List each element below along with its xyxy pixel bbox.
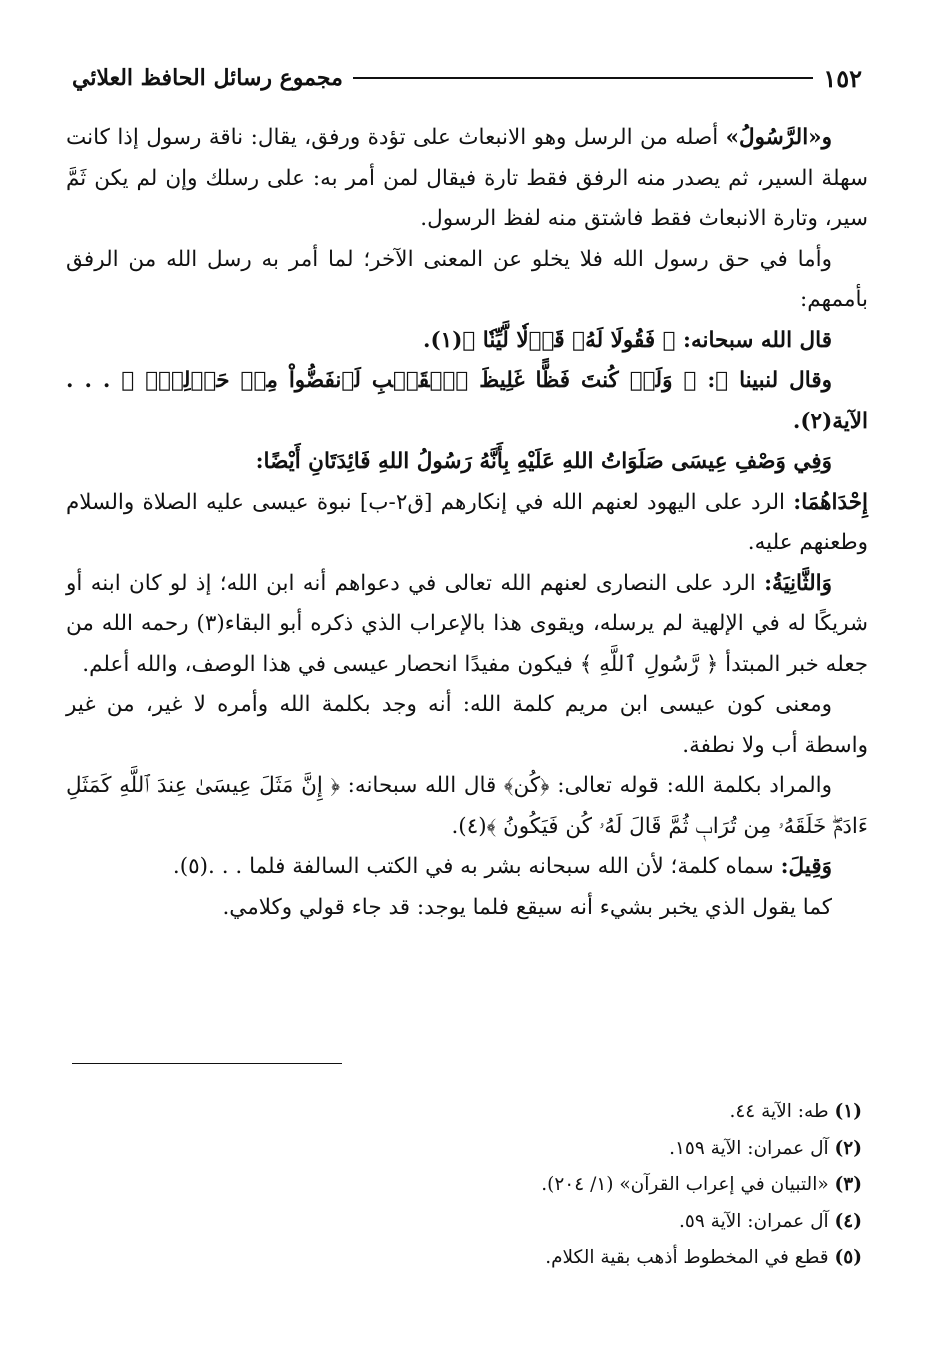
footnote-number: (٣) (834, 1174, 862, 1195)
paragraph-lead: وقال لنبينا ﷺ: (707, 368, 832, 393)
paragraph-lead: وَقِيلَ: (780, 854, 832, 879)
paragraph-lead: وَفِي وَصْفِ عِيسَى صَلَوَاتُ اللهِ عَلَيْهِ بِأَنَّهُ رَسُولُ اللهِ فَائِدَتَانِ أَيْضًا: (255, 449, 832, 474)
paragraph-body: سماه كلمة؛ لأن الله سبحانه بشر به في الكتب السالفة فلما . . .(٥). (172, 854, 781, 879)
paragraph-quote-1 (66, 321, 868, 362)
running-title: مجموع رسائل الحافظ العلائي (72, 65, 343, 91)
paragraph-lead: و«الرَّسُولُ» (725, 125, 832, 150)
paragraph-quote-2 (66, 361, 868, 442)
footnote (72, 1204, 862, 1241)
paragraph-two-benefits (66, 442, 868, 483)
paragraph-body: الرد على النصارى لعنهم الله تعالى في دعواهم أنه ابن الله؛ إذ لو كان ابنه أو شريكًا له في الإلهية لم يرسله، ويقوى هذا بالإعراب الذي ذكره أبو البقاء(٣) رحمه الله من جعله خبر المبتدأ ﴿ رَّسُولِ ٱللَّهِ ﴾ فيكون مفيدًا انحصار عيسى في هذا الوصف، والله أعلم. (66, 570, 869, 677)
paragraph-body: أصله من الرسل وهو الانبعاث على تؤدة ورفق، يقال: ناقة رسول إذا كانت سهلة السير، ثم يصدر منه الرفق فقط تارة فيقال لمن أمر به: على رسلك وإن لم يكن ثَمَّ سير، وتارة الانبعاث فقط فاشتق منه لفظ الرسول. (66, 125, 868, 231)
footnote-text: «التبيان في إعراب القرآن» (١/ ٢٠٤). (541, 1174, 835, 1195)
footnote (72, 1167, 862, 1204)
paragraph-kalimat-allah (66, 685, 868, 766)
footnote-text: آل عمران: الآية ١٥٩. (669, 1137, 835, 1159)
paragraph-rifq (66, 240, 868, 321)
footnote-text: طه: الآية ٤٤. (729, 1101, 835, 1122)
footnote-number: (٥) (834, 1247, 862, 1268)
footnote-number: (١) (834, 1101, 862, 1122)
paragraph-lead: وَالثَّانِيَةُ: (764, 570, 832, 596)
footnote (72, 1240, 862, 1277)
paragraph-lead: إِحْدَاهُمَا: (793, 489, 868, 515)
quran-verse: ﴿ وَلَوۡ كُنتَ فَظًّا غَلِيظَ ٱلۡقَلۡبِ لَٱنفَضُّواْ مِنۡ حَوۡلِكَۖ ﴾ . . . الآية(٢). (66, 368, 868, 434)
paragraph-body: ومعنى كون عيسى ابن مريم كلمة الله: أنه وجد بكلمة الله وأمره لا غير، من غير واسطة أب ولا نطفة. (66, 692, 868, 758)
footnotes (72, 1094, 862, 1277)
paragraph-kun (66, 766, 868, 847)
footnote-text: قطع في المخطوط أذهب بقية الكلام. (545, 1247, 835, 1268)
header-rule (353, 77, 813, 79)
paragraph-body: الرد على اليهود لعنهم الله في إنكارهم [ق٢-ب] نبوة عيسى عليه الصلاة والسلام وطعنهم عليه. (66, 489, 868, 555)
paragraph-rasul (66, 118, 868, 240)
paragraph-lead: قال الله سبحانه: (683, 327, 832, 353)
main-text (66, 118, 868, 928)
page-number: ١٥٢ (823, 63, 862, 93)
footnote (72, 1094, 862, 1131)
paragraph-body: وأما في حق رسول الله فلا يخلو عن المعنى الآخر؛ لما أمر به رسل الله من الرفق بأممهم: (66, 246, 868, 312)
footnote-text: آل عمران: الآية ٥٩. (679, 1210, 835, 1232)
paragraph-first-benefit (66, 483, 868, 564)
paragraph-qila (66, 847, 868, 888)
footnote-separator (72, 1063, 342, 1064)
page-header (72, 56, 862, 100)
paragraph-body: والمراد بكلمة الله: قوله تعالى: ﴿كُن﴾ قال الله سبحانه: ﴿ إِنَّ مَثَلَ عِيسَىٰ عِندَ ٱللَّهِ كَمَثَلِ ءَادَمَۖ خَلَقَهُۥ مِن تُرَابٖ ثُمَّ قَالَ لَهُۥ كُن فَيَكُونُ ﴾(٤). (66, 773, 868, 839)
footnote-number: (٤) (834, 1210, 862, 1232)
paragraph-body: كما يقول الذي يخبر بشيء أنه سيقع فلما يوجد: قد جاء قولي وكلامي. (222, 894, 832, 920)
footnote-number: (٢) (834, 1137, 862, 1159)
quran-verse: ﴿ فَقُولَا لَهُۥ قَوۡلٗا لَّيِّنٗا ﴾(١). (422, 327, 684, 353)
paragraph-closing (66, 888, 868, 929)
footnote (72, 1131, 862, 1168)
paragraph-second-benefit (66, 564, 868, 686)
